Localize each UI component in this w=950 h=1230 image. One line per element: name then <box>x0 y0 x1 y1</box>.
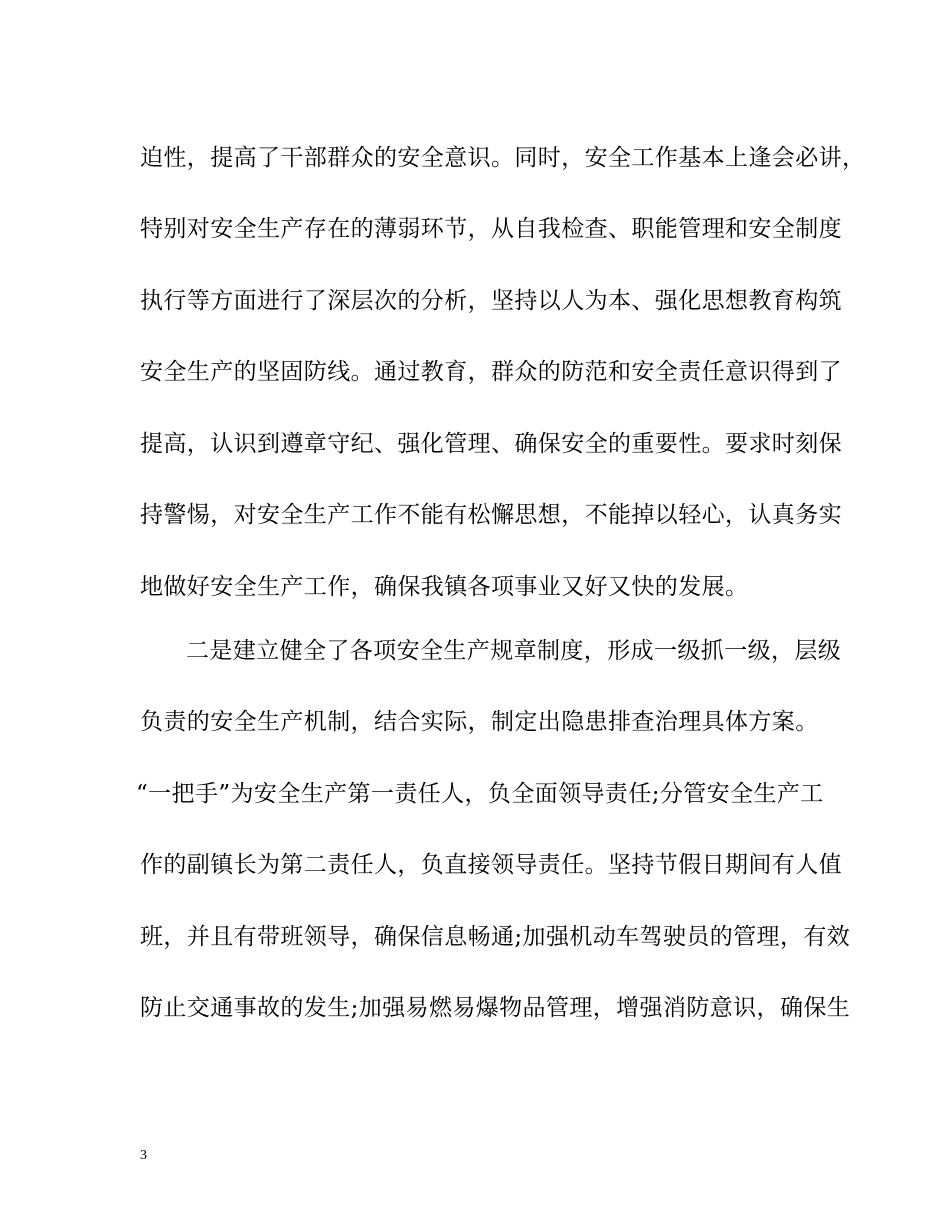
page-number: 3 <box>140 1148 147 1163</box>
body-text-line: 作的副镇长为第二责任人，负直接领导责任。坚持节假日期间有人值 <box>140 852 842 878</box>
body-text-line: “一把手”为安全生产第一责任人，负全面领导责任;分管安全生产工 <box>136 781 824 807</box>
body-text-line: 执行等方面进行了深层次的分析，坚持以人为本、强化思想教育构筑 <box>140 288 842 314</box>
body-text-line: 持警惕，对安全生产工作不能有松懈思想，不能掉以轻心，认真务实 <box>140 502 842 528</box>
body-text-line: 班，并且有带班领导，确保信息畅通;加强机动车驾驶员的管理，有效 <box>140 924 851 950</box>
body-text-line: 地做好安全生产工作，确保我镇各项事业又好又快的发展。 <box>140 574 749 600</box>
paragraph-start-line: 二是建立健全了各项安全生产规章制度，形成一级抓一级，层级 <box>186 638 842 664</box>
body-text-line: 防止交通事故的发生;加强易燃易爆物品管理，增强消防意识，确保生 <box>140 995 851 1021</box>
body-text-line: 提高，认识到遵章守纪、强化管理、确保安全的重要性。要求时刻保 <box>140 431 842 457</box>
body-text-line: 特别对安全生产存在的薄弱环节，从自我检查、职能管理和安全制度 <box>140 216 842 242</box>
body-text-line: 迫性，提高了干部群众的安全意识。同时，安全工作基本上逢会必讲， <box>140 145 866 171</box>
body-text-line: 安全生产的坚固防线。通过教育，群众的防范和安全责任意识得到了 <box>140 359 842 385</box>
body-text-line: 负责的安全生产机制，结合实际，制定出隐患排查治理具体方案。 <box>140 709 819 735</box>
